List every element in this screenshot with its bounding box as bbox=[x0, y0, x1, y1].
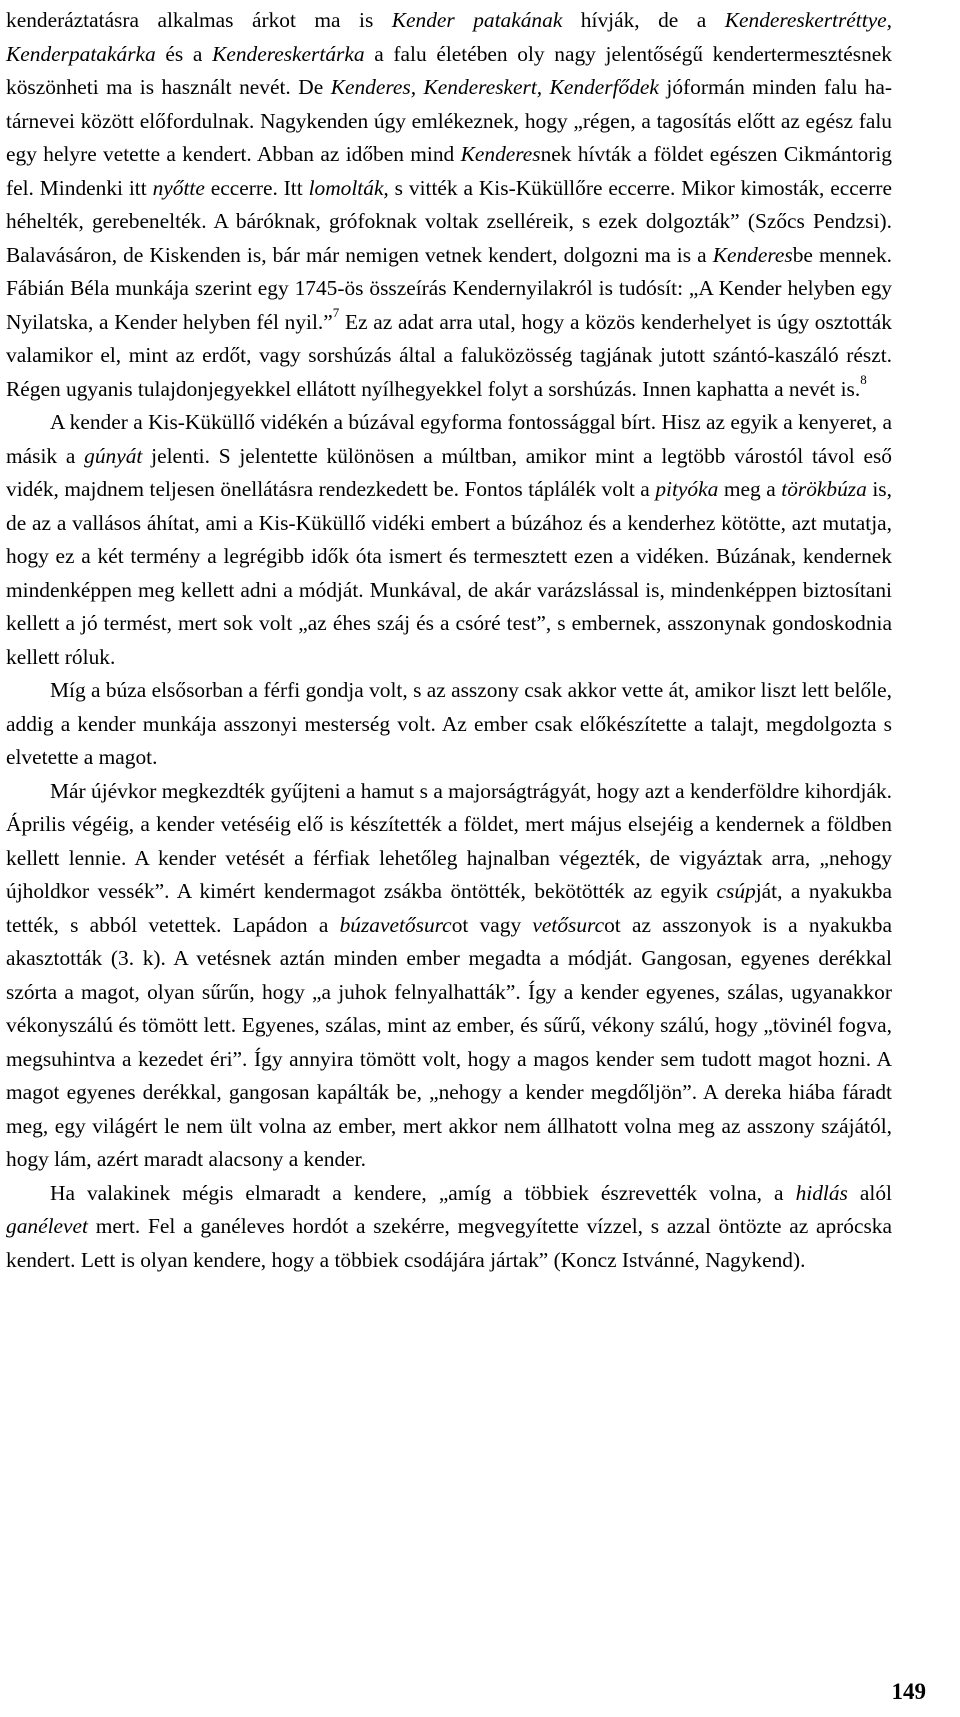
body-text bbox=[6, 4, 892, 1277]
italic-term: csúp bbox=[716, 879, 756, 903]
italic-term: ganélevet bbox=[6, 1214, 88, 1238]
text-run: s vitték a Kis-Küküllőre eccerre. Mikor kimosták, eccerre héhelték, gerebenelték. A báróknak, grófoknak voltak zselléreik, s ezek dolgozták” (Szőcs Pendzsi). Balavásáron, de Kiskenden is, bár már nemigen vetnek kendert, dolgozni ma is a bbox=[6, 175, 893, 267]
text-run: be mennek. Fábián Béla munkája szerint egy 1745-ös összeírás Kendernyilakról is tudósít: „A Kender helyben egy Nyilatska, a Kender helyben fél nyil.” bbox=[6, 242, 893, 334]
italic-term: nyőtte bbox=[152, 175, 205, 200]
italic-term: Kenderes bbox=[712, 242, 793, 267]
italic-term: Kender patakának bbox=[391, 8, 563, 32]
text-run: eccerre. Itt bbox=[204, 175, 309, 200]
text-run: Ez az adat arra utal, hogy a közös kenderhelyet is úgy osztották valamikor el, mint az erdőt, vagy sorshúzás által a faluközösség tagjának jutott szántó-kaszáló részt. Régen ugyanis tulajdonjegyekkel ellátott nyílhegyekkel folyt a sorshúzás. Innen kaphatta a nevét is. bbox=[6, 309, 892, 401]
text-run: alól bbox=[847, 1180, 892, 1205]
footnote-reference: 8 bbox=[860, 372, 867, 388]
italic-term: Kendereskertárka bbox=[212, 41, 365, 66]
text-run: meg a bbox=[718, 477, 782, 501]
italic-term: Kenderes, Kendereskert, Kenderfődek bbox=[330, 75, 659, 99]
text-run: is, de az a vallásos áhítat, ami a Kis-Küküllő vidéki embert a búzához és a kenderhez kötötte, azt mutatja, hogy ez a két termény a legrégibb idők óta ismert és termesztett ezen a vidéken. Búzának, kendernek mindenképpen meg kellett adni a módját. Munkával, de akár varázslással is, mindenképpen biztosítani kellett a jó termést, mert sok volt „az éhes száj és a csóré test”, s embernek, asszonynak gondoskodnia kellett róluk. bbox=[6, 477, 892, 669]
text-run: A kender a Kis-Küküllő vidékén a búzával egyforma fontossággal bírt. Hisz az egyik a kenyeret, a másik a bbox=[6, 410, 892, 468]
page-number: 149 bbox=[891, 1679, 926, 1704]
italic-term: törökbúza bbox=[781, 477, 867, 501]
text-run: ot az asszonyok is a nyakukba akasztották (3. k). A vetésnek aztán minden ember megadta a módját. Gangosan, egyenes derékkal szórta a magot, olyan sűrűn, hogy „a juhok felnyalhatták”. Így a kender egyenes, szálas, ugyanakkor vékonyszálú és tömött lett. Egyenes, szálas, mint az ember, és sűrű, vékony szálú, hogy „tövinél fogva, megsuhintva a kezedet éri”. Így annyira tömött volt, hogy a magos kender sem tudott magot hozni. A magot egyenes derékkal, gangosan kapálták be, „nehogy a kender megdőljön”. A dereka hiába fáradt meg, egy világért le nem ült volna az ember, mert akkor nem állhatott volna meg az asszony szájától, hogy lám, azért maradt alacsony a kender. bbox=[6, 912, 892, 1171]
text-run: és a bbox=[155, 41, 213, 66]
paragraph bbox=[6, 406, 892, 674]
paragraph bbox=[6, 674, 892, 775]
italic-term: Kenderes bbox=[460, 142, 541, 166]
text-run: ot vagy bbox=[451, 912, 533, 937]
text-run: mert. Fel a ganéleves hordót a szekérre, megvegyítette vízzel, s azzal öntözte az aprócska kendert. Lett is olyan kendere, hogy a többiek csodájára jártak” (Koncz Istvánné, Nagykend). bbox=[6, 1214, 892, 1272]
text-run: a falu életében oly nagy jelentőségű kendertermesztésnek köszönheti ma is használt nevét. De bbox=[6, 41, 892, 99]
italic-term: búzavetősurc bbox=[339, 912, 452, 937]
text-run: ját, a nyakukba tették, s abból vetettek. Lapádon a bbox=[6, 879, 892, 937]
text-run: kenderáztatásra alkalmas árkot ma is bbox=[6, 8, 392, 32]
italic-term: Kendereskertréttye, Kenderpatakárka bbox=[6, 8, 893, 66]
footnote-reference: 7 bbox=[332, 305, 340, 321]
italic-term: hidlás bbox=[795, 1180, 848, 1205]
text-run: Már újévkor megkezdték gyűjteni a hamut s a majorságtrágyát, hogy azt a kenderföldre kihordják. Április végéig, a kender vetéséig elő is készítették a földet, mert május elsejéig a kendernek a földben kellett lennie. A kender vetését a férfiak lehetőleg hajnalban végezték, de vigyáztak arra, „nehogy újholdkor vessék”. A kimért kendermagot zsákba öntötték, bekötötték az egyik bbox=[6, 778, 892, 903]
paragraph bbox=[6, 1177, 892, 1278]
italic-term: lomolták, bbox=[308, 175, 389, 200]
italic-term: vetősurc bbox=[532, 912, 605, 937]
italic-term: pityóka bbox=[655, 477, 719, 501]
text-run: jóformán minden falu határnevei között előfordulnak. Nagykenden úgy emlékeznek, hogy „régen, a tagosítás előtt az egész falu egy helyre vetette a kendert. Abban az időben mind bbox=[6, 75, 893, 166]
text-run: nek hívták a földet egészen Cikmántorig fel. Mindenki itt bbox=[6, 142, 892, 200]
italic-term: gúnyát bbox=[84, 443, 143, 468]
text-run: Míg a búza elsősorban a férfi gondja volt, s az asszony csak akkor vette át, amikor liszt lett belőle, addig a kender munkája asszonyi mesterség volt. Az ember csak előkészítette a talajt, megdolgozta s elvetette a magot. bbox=[6, 678, 892, 769]
text-run: hívják, de a bbox=[562, 8, 725, 32]
text-run: Ha valakinek mégis elmaradt a kendere, „amíg a többiek észrevették volna, a bbox=[50, 1180, 796, 1205]
text-run: jelenti. S jelentette különösen a múltban, amikor mint a legtöbb várostól távol eső vidék, majdnem teljesen önellátásra rendezkedett be. Fontos táplálék volt a bbox=[6, 443, 892, 501]
paragraph bbox=[6, 775, 892, 1177]
paragraph bbox=[6, 4, 892, 406]
